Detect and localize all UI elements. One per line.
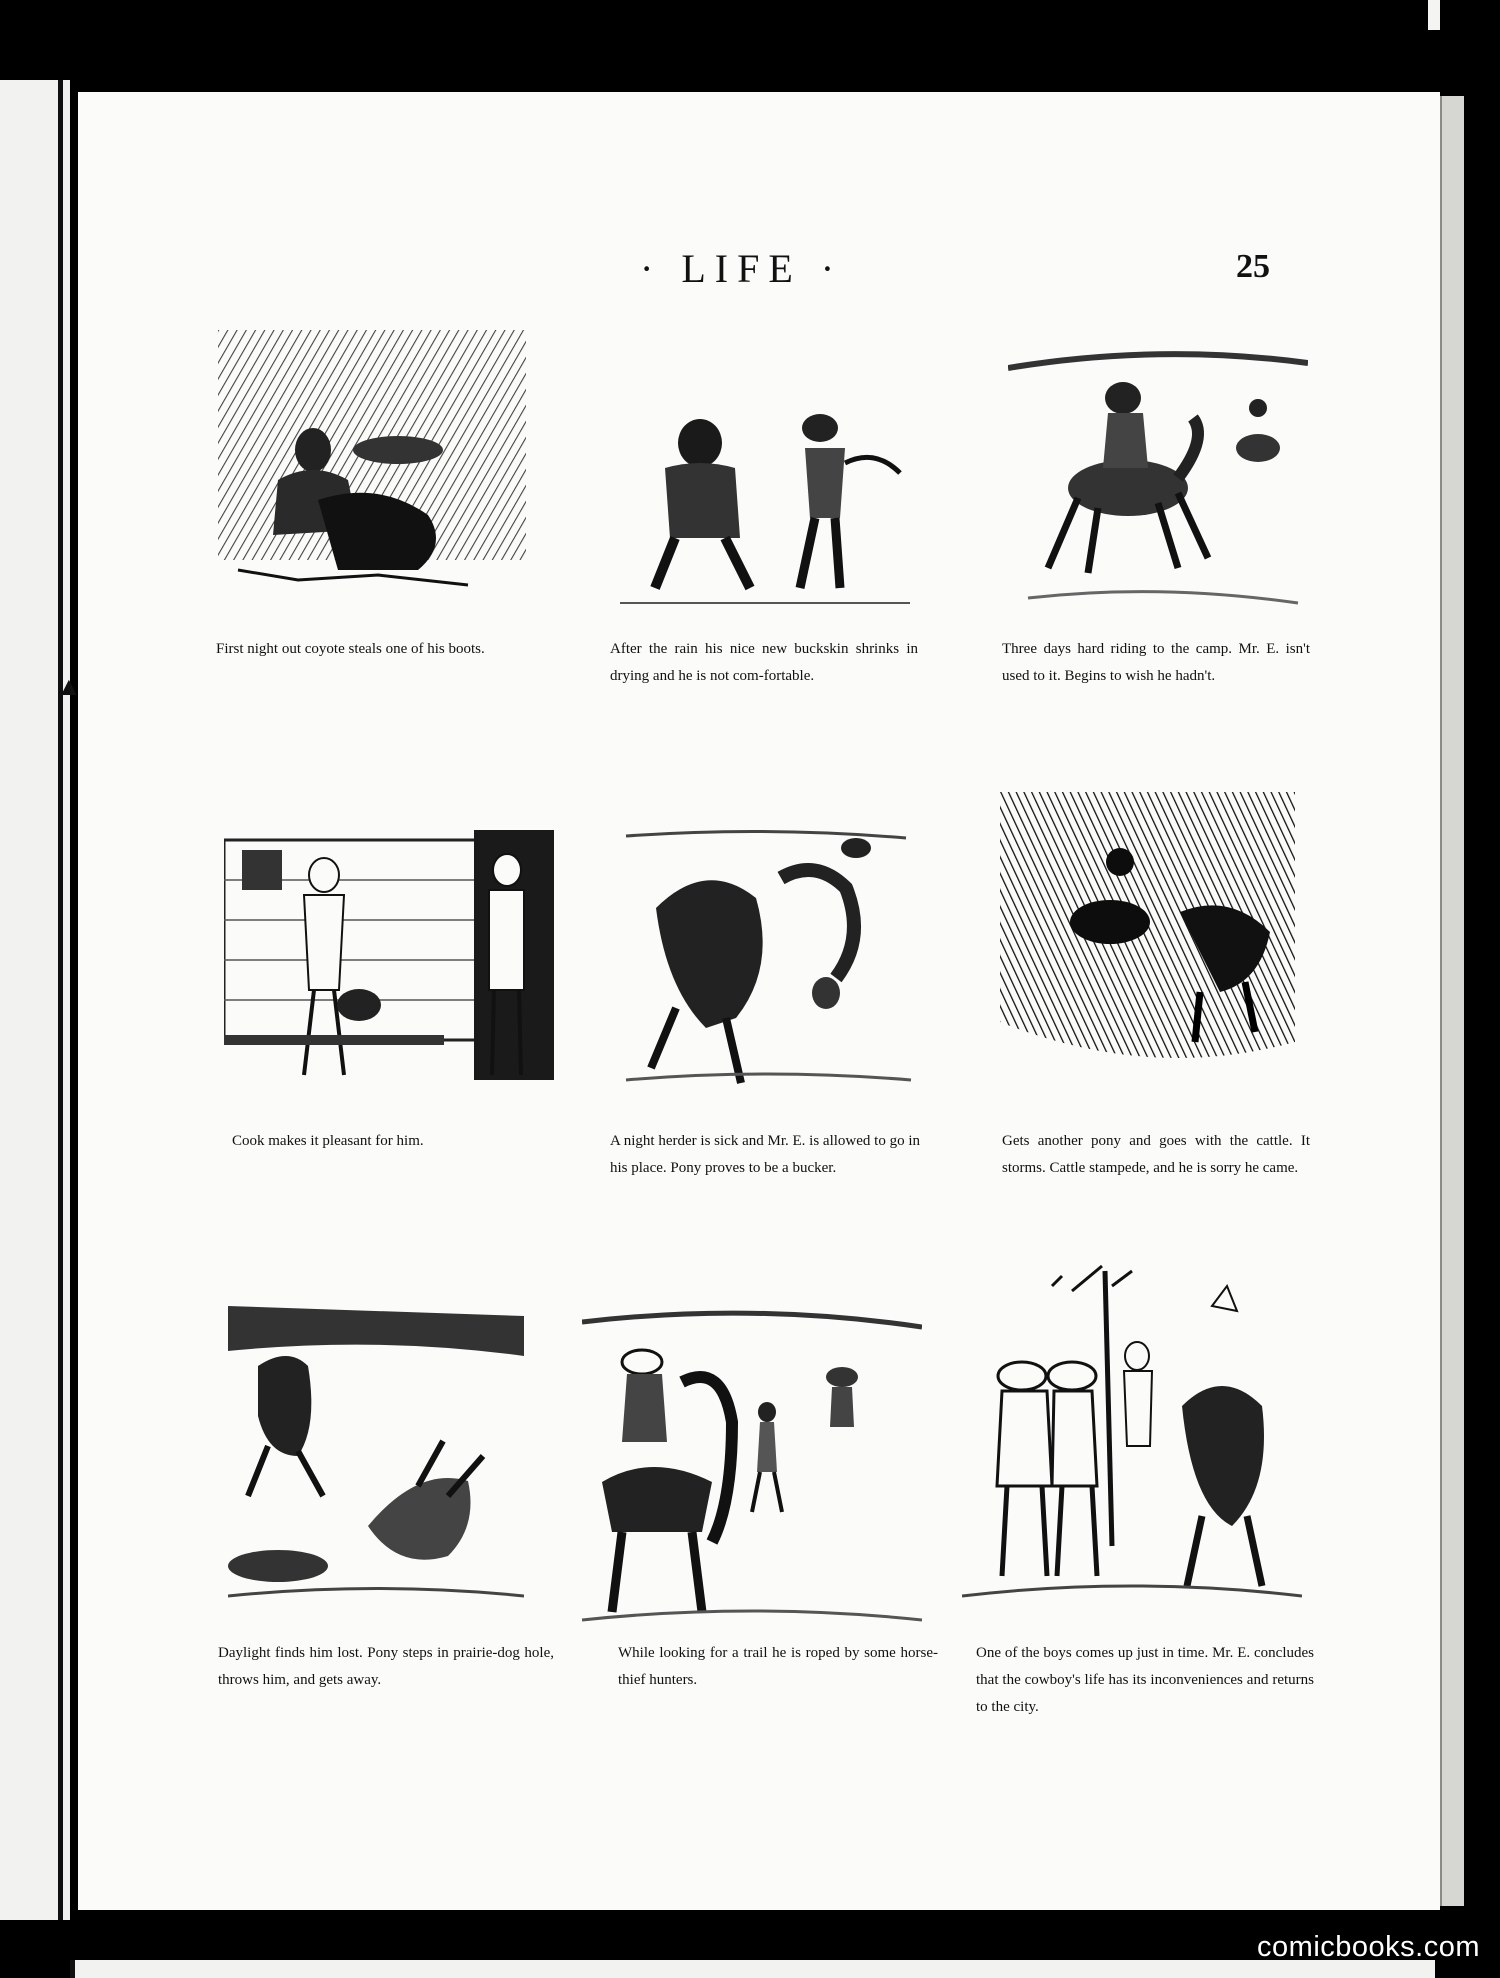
panel-1-caption: First night out coyote steals one of his boots. <box>216 641 485 657</box>
scan-margin-mark: ▲ <box>56 672 82 701</box>
panel-9-illustration <box>962 1256 1302 1628</box>
panel-5-caption: A night herder is sick and Mr. E. is allowed to go in his place. Pony proves to be a bucker. <box>610 1133 920 1176</box>
panel-5-illustration <box>616 818 916 1096</box>
panel-9-caption: One of the boys comes up just in time. Mr. E. concludes that the cowboy's life has its inconveniences and returns to the city. <box>976 1645 1314 1715</box>
scan-top-border <box>0 0 1500 40</box>
panel-6-caption: Gets another pony and goes with the cattle. It storms. Cattle stampede, and he is sorry he came. <box>1002 1133 1310 1176</box>
page-title: · LIFE · <box>640 246 844 291</box>
panel-4-illustration <box>224 830 554 1092</box>
page-number: 25 <box>1236 248 1270 285</box>
watermark: comicbooks.com <box>1257 1931 1480 1963</box>
panel-6-illustration <box>1000 792 1295 1084</box>
adjacent-page-edge <box>0 80 70 1920</box>
page-edge-right <box>1440 96 1464 1906</box>
panel-4-caption: Cook makes it pleasant for him. <box>232 1133 424 1149</box>
panel-7-illustration <box>228 1296 524 1612</box>
panel-8-caption: While looking for a trail he is roped by some horse-thief hunters. <box>618 1645 938 1688</box>
panel-2-caption: After the rain his nice new buckskin shrinks in drying and he is not com-fortable. <box>610 641 918 684</box>
panel-1-illustration <box>218 330 526 610</box>
panel-2-illustration <box>610 388 920 618</box>
panel-7-caption: Daylight finds him lost. Pony steps in prairie-dog hole, throws him, and gets away. <box>218 1645 554 1688</box>
panel-3-illustration <box>1008 338 1308 618</box>
panel-3-caption: Three days hard riding to the camp. Mr. E. isn't used to it. Begins to wish he hadn't. <box>1002 641 1310 684</box>
panel-8-illustration <box>582 1302 922 1632</box>
